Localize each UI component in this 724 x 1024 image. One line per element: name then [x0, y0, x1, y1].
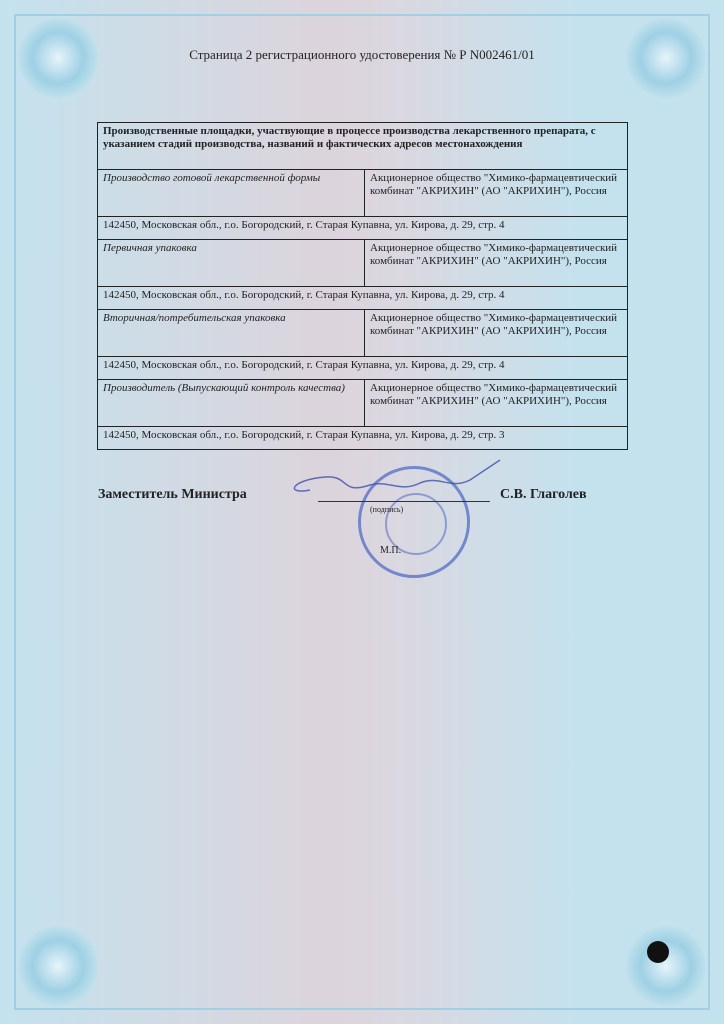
stage-cell: Производство готовой лекарственной формы: [98, 170, 365, 217]
table-header: Производственные площадки, участвующие в процессе производства лекарственного препарата, с указанием стадий производства, названий и фактических адресов местонахождения: [98, 123, 628, 170]
signatory-name: С.В. Глаголев: [500, 487, 587, 502]
stage-cell: Вторичная/потребительская упаковка: [98, 310, 365, 357]
table-row: [98, 310, 628, 357]
stage-cell: Производитель (Выпускающий контроль качества): [98, 380, 365, 427]
corner-ornament: [18, 926, 98, 1006]
table-row: [98, 380, 628, 427]
corner-ornament: [626, 926, 706, 1006]
address-cell: 142450, Московская обл., г.о. Богородский, г. Старая Купавна, ул. Кирова, д. 29, стр. 4: [98, 357, 628, 380]
signature-line: [318, 501, 490, 502]
address-cell: 142450, Московская обл., г.о. Богородский, г. Старая Купавна, ул. Кирова, д. 29, стр. 4: [98, 217, 628, 240]
stage-cell: Первичная упаковка: [98, 240, 365, 287]
manufacturing-sites-table: [97, 122, 628, 450]
seal-label: М.П.: [380, 545, 402, 556]
company-cell: Акционерное общество "Химико-фармацевтический комбинат "АКРИХИН" (АО "АКРИХИН"), Россия: [365, 170, 628, 217]
address-cell: 142450, Московская обл., г.о. Богородский, г. Старая Купавна, ул. Кирова, д. 29, стр. 4: [98, 287, 628, 310]
address-cell: 142450, Московская обл., г.о. Богородский, г. Старая Купавна, ул. Кирова, д. 29, стр. 3: [98, 427, 628, 450]
company-cell: Акционерное общество "Химико-фармацевтический комбинат "АКРИХИН" (АО "АКРИХИН"), Россия: [365, 380, 628, 427]
table-row: [98, 170, 628, 217]
company-cell: Акционерное общество "Химико-фармацевтический комбинат "АКРИХИН" (АО "АКРИХИН"), Россия: [365, 310, 628, 357]
signature-caption: (подпись): [370, 505, 404, 514]
signatory-role: Заместитель Министра: [98, 487, 247, 502]
punch-hole: [647, 941, 669, 963]
company-cell: Акционерное общество "Химико-фармацевтический комбинат "АКРИХИН" (АО "АКРИХИН"), Россия: [365, 240, 628, 287]
page-title: Страница 2 регистрационного удостоверения № Р N002461/01: [189, 47, 535, 62]
table-row: [98, 240, 628, 287]
